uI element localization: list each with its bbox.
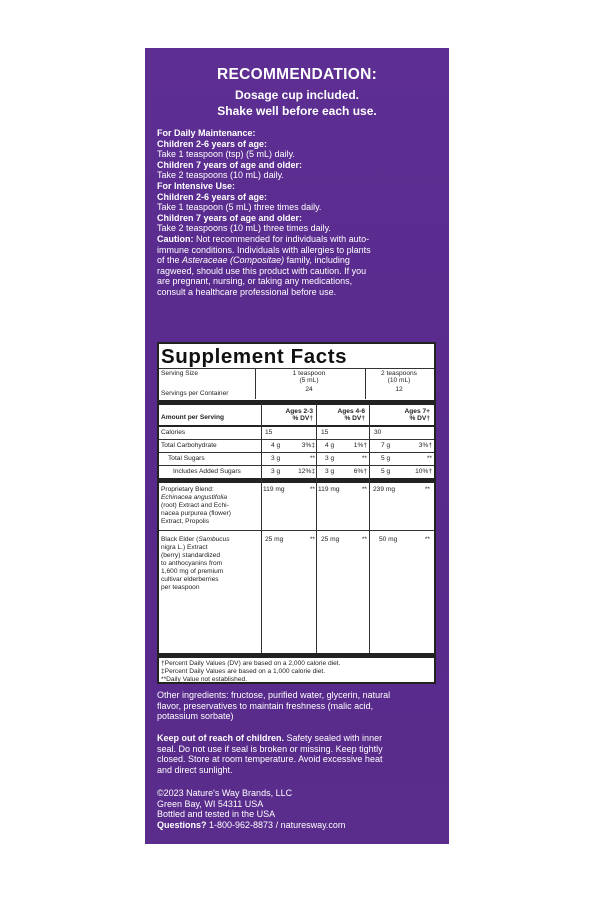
blend-line-2: (root) Extract and Echi- [161,502,229,509]
elder-line-4: to anthocyanins from [161,560,223,567]
amount-per-serving-label: Amount per Serving [161,414,225,421]
divider [159,478,434,483]
questions-line [157,820,443,831]
col2-servings: 12 [395,386,403,393]
divider [255,369,256,399]
divider [159,400,434,405]
warning-block [157,733,443,775]
caution-text-1: Not recommended for individuals with auto- [193,233,370,244]
company-info [157,788,443,830]
column-divider [316,404,317,653]
added-7-dv: 10%† [415,468,432,475]
added-4-6-dv: 6%† [353,468,367,475]
directions [157,128,443,298]
warning-heading: Keep out of reach of children. [157,733,285,743]
elder-4-6-dv: ** [361,536,367,543]
sugars-4-6: 3 g [325,455,335,462]
divider [159,653,434,658]
added-sugars-label: Includes Added Sugars [173,468,241,475]
recommendation-line-1: Dosage cup included. [234,88,360,102]
col1-ml: (5 mL) [299,377,319,384]
caution-line-2: immune conditions. Individuals with allergies to plants [157,244,371,255]
blend-line-1: Echinacea angustifolia [161,494,227,501]
daily-maintenance-heading: For Daily Maintenance: [157,128,256,138]
added-4-6: 3 g [325,468,335,475]
elder-line-3: (berry) standardized [161,552,221,559]
blend-7: 239 mg [373,486,395,493]
other-ingredients-line-1: Other ingredients: fructose, purified water, glycerin, natural [157,690,391,700]
footnote-2: ‡Percent Daily Values are based on a 1,000 calorie diet. [161,668,326,675]
added-7: 5 g [381,468,391,475]
total-carbohydrate-label: Total Carbohydrate [161,442,217,449]
warning-line-4: and direct sunlight. [157,764,233,775]
age-header-2-3: Ages 2-3 [285,408,313,415]
divider [159,425,434,427]
copyright: ©2023 Nature's Way Brands, LLC [157,788,293,798]
divider [159,439,434,440]
divider [159,465,434,466]
intensive-children-7-text: Take 2 teaspoons (10 mL) three times daily. [157,223,331,234]
blend-4-6: 119 mg [318,486,340,493]
blend-4-6-dv: ** [361,486,367,493]
column-divider [369,404,370,653]
carbs-4-6-dv: 1%† [353,442,367,449]
dv-header: % DV† [409,415,430,422]
elder-4-6: 25 mg [321,536,340,543]
other-ingredients-line-3: potassium sorbate) [157,711,234,722]
elder-2-3: 25 mg [265,536,284,543]
col1-servings: 24 [305,386,313,393]
sugars-4-6-dv: ** [361,455,367,462]
blend-line-3: nacea purpurea (flower) [161,510,232,517]
carbs-7: 7 g [381,442,391,449]
sugars-7: 5 g [381,455,391,462]
elder-genus: Sambucus [198,536,230,543]
calories-label: Calories [161,429,186,436]
dv-header: % DV† [344,415,365,422]
caution-line-5: are pregnant, nursing, or taking any medications, [157,276,353,287]
divider [159,452,434,453]
calories-2-3: 15 [265,429,273,436]
divider [159,368,434,369]
added-2-3-dv: 12%‡ [298,468,315,475]
children-7-text: Take 2 teaspoons (10 mL) daily. [157,170,284,181]
supplement-facts-title: Supplement Facts [161,345,348,368]
caution-text-3b: family, including [284,255,350,266]
col2-ml: (10 mL) [387,377,411,384]
warning-line-2: seal. Do not use if seal is broken or missing. Keep tightly [157,743,383,754]
servings-per-container-label: Servings per Container [161,390,229,397]
product-label-panel [145,48,449,844]
intensive-children-2-6-text: Take 1 teaspoon (5 mL) three times daily. [157,202,322,213]
caution-line-1 [157,234,443,245]
calories-4-6: 15 [321,429,329,436]
added-2-3: 3 g [271,468,281,475]
elder-7: 50 mg [379,536,398,543]
supplement-facts-panel [157,342,436,684]
carbs-2-3-dv: 3%‡ [301,442,315,449]
elder-line-5: 1,600 mg of premium [161,568,224,575]
children-2-6-text: Take 1 teaspoon (tsp) (5 mL) daily. [157,149,295,160]
total-sugars-label: Total Sugars [168,455,205,462]
elder-name: Black Elder ( [161,536,199,543]
caution-line-3 [157,255,443,266]
intensive-children-7-heading: Children 7 years of age and older: [157,212,303,223]
divider [159,530,434,531]
age-header-7: Ages 7+ [404,408,430,415]
elder-line-7: per teaspoon [161,584,200,591]
other-ingredients [157,690,443,722]
bottled-note: Bottled and tested in the USA [157,809,276,820]
carbs-7-dv: 3%† [418,442,432,449]
warning-line-3: closed. Store at room temperature. Avoid excessive heat [157,754,383,765]
footnote-3: **Daily Value not established. [161,676,248,683]
caution-family-name: Asteraceae (Compositae) [182,255,285,266]
age-header-4-6: Ages 4-6 [337,408,365,415]
other-ingredients-line-2: flavor, preservatives to maintain freshness (malic acid, [157,700,374,711]
questions-contact: 1-800-962-8873 / naturesway.com [206,819,346,830]
elder-line-1 [161,536,230,544]
elder-7-dv: ** [424,536,430,543]
children-7-heading: Children 7 years of age and older: [157,159,303,170]
caution-line-4: ragweed, should use this product with caution. If you [157,265,367,276]
serving-size-label: Serving Size [161,370,199,377]
elder-2-3-dv: ** [309,536,315,543]
col2-serving: 2 teaspoons [381,370,417,377]
dv-header: % DV† [292,415,313,422]
calories-7: 30 [374,429,382,436]
column-divider [261,404,262,653]
blend-line-4: Extract, Propolis [161,518,210,525]
intensive-use-heading: For Intensive Use: [157,180,236,191]
warning-line-1 [157,733,443,744]
sugars-2-3-dv: ** [309,455,315,462]
elder-line-6: cultivar elderberries [161,576,219,583]
recommendation-line-2: Shake well before each use. [217,104,377,118]
elder-line-2: nigra L.) Extract [161,544,208,551]
footnote-1: †Percent Daily Values (DV) are based on a 2,000 calorie diet. [161,660,341,667]
carbs-2-3: 4 g [271,442,281,449]
warning-text-1: Safety sealed with inner [284,733,383,743]
blend-2-3-dv: ** [309,486,315,493]
caution-heading: Caution: [157,233,194,244]
recommendation-title: RECOMMENDATION: [216,66,378,83]
company-address: Green Bay, WI 54311 USA [157,798,264,809]
proprietary-blend-label: Proprietary Blend: [161,486,214,493]
intensive-children-2-6-heading: Children 2-6 years of age: [157,191,268,202]
blend-2-3: 119 mg [263,486,285,493]
caution-text-3a: of the [157,255,183,266]
divider [365,369,366,399]
sugars-2-3: 3 g [271,455,281,462]
children-2-6-heading: Children 2-6 years of age: [157,138,268,149]
carbs-4-6: 4 g [325,442,335,449]
caution-line-6: consult a healthcare professional before use. [157,286,337,297]
col1-serving: 1 teaspoon [292,370,326,377]
questions-heading: Questions? [157,819,207,830]
sugars-7-dv: ** [426,455,432,462]
blend-7-dv: ** [424,486,430,493]
